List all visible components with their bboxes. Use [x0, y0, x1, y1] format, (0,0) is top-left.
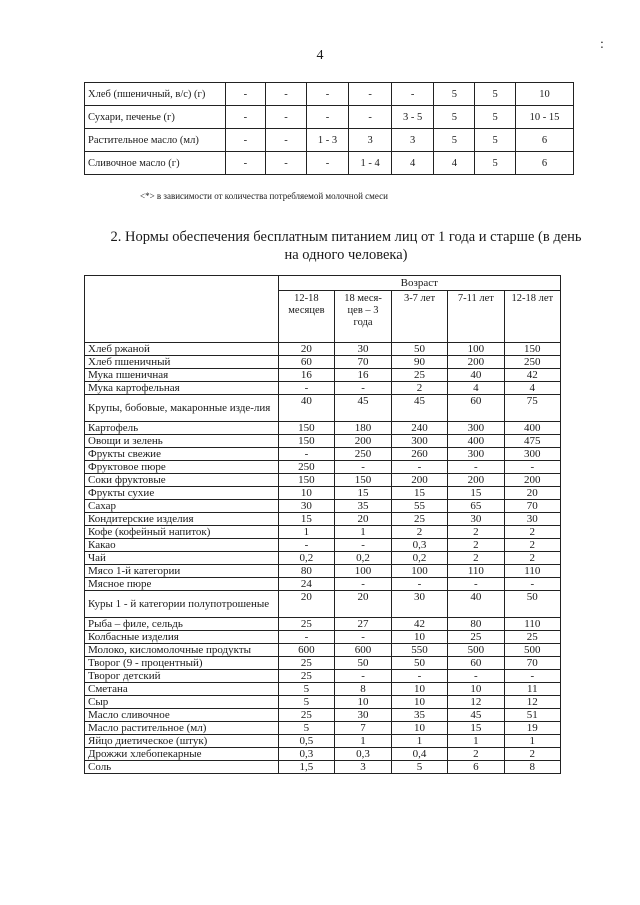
table-cell: 500 [448, 644, 504, 657]
table-cell: - [306, 152, 349, 175]
table-cell: 1 - 3 [306, 129, 349, 152]
table-cell: 24 [278, 578, 335, 591]
table-row [85, 618, 561, 631]
table-cell: 10 [391, 696, 447, 709]
table-cell: 15 [335, 487, 392, 500]
row-label: Фруктовое пюре [85, 461, 279, 474]
row-label: Кондитерские изделия [85, 513, 279, 526]
footnote: <*> в зависимости от количества потребляемой молочной смеси [140, 191, 388, 201]
table-cell: 70 [504, 657, 560, 670]
table-cell: 4 [391, 152, 434, 175]
table-cell: 10 [391, 722, 447, 735]
table-cell: 100 [335, 565, 392, 578]
table-cell: - [448, 461, 504, 474]
table-cell: 0,2 [391, 552, 447, 565]
table-cell: 27 [335, 618, 392, 631]
table-cell: 100 [391, 565, 447, 578]
table-cell: 150 [278, 435, 335, 448]
table-cell: - [335, 461, 392, 474]
table-cell: 30 [335, 343, 392, 356]
table-cell: 12 [504, 696, 560, 709]
table-cell: 25 [504, 631, 560, 644]
table-cell: 50 [391, 657, 447, 670]
table-row [85, 631, 561, 644]
table-cell: 55 [391, 500, 447, 513]
row-label: Овощи и зелень [85, 435, 279, 448]
age-column-header: 12-18 лет [504, 291, 560, 343]
table-cell: 16 [278, 369, 335, 382]
table-cell: - [448, 670, 504, 683]
table-row [85, 709, 561, 722]
table-cell: 0,3 [335, 748, 392, 761]
table-cell: - [391, 83, 434, 106]
table-cell: 40 [448, 369, 504, 382]
table-cell: 35 [335, 500, 392, 513]
table-cell: 5 [475, 129, 516, 152]
table-cell: 5 [391, 761, 447, 774]
table-cell: 2 [504, 748, 560, 761]
section-title: 2. Нормы обеспечения бесплатным питанием лиц от 1 года и старше (в день на одного человека) [110, 229, 582, 263]
row-label: Рыба – филе, сельдь [85, 618, 279, 631]
table-cell: - [335, 578, 392, 591]
age-column-header: 12-18 месяцев [278, 291, 335, 343]
table-cell: 11 [504, 683, 560, 696]
row-label: Фрукты сухие [85, 487, 279, 500]
table-row [85, 696, 561, 709]
table-cell: 200 [391, 474, 447, 487]
table-cell: 5 [434, 129, 475, 152]
table-cell: 60 [448, 657, 504, 670]
age-column-header: 3-7 лет [391, 291, 447, 343]
table-cell: - [504, 461, 560, 474]
table-cell: - [266, 129, 307, 152]
table-cell: 250 [504, 356, 560, 369]
table-cell: 42 [504, 369, 560, 382]
table-cell: 300 [448, 448, 504, 461]
table-cell: 35 [391, 709, 447, 722]
table-cell: 45 [391, 395, 447, 422]
row-label: Мясное пюре [85, 578, 279, 591]
table-cell: 500 [504, 644, 560, 657]
table-cell: 5 [475, 106, 516, 129]
table-cell: - [335, 539, 392, 552]
table-row [85, 552, 561, 565]
table-cell: 60 [448, 395, 504, 422]
table-cell: 25 [391, 369, 447, 382]
table-cell: 40 [448, 591, 504, 618]
table-cell: 10 [516, 83, 574, 106]
table-cell: 4 [504, 382, 560, 395]
table-row [85, 448, 561, 461]
table-cell: - [278, 382, 335, 395]
age-column-header: 7-11 лет [448, 291, 504, 343]
row-label: Картофель [85, 422, 279, 435]
table-row [85, 435, 561, 448]
table-cell: 4 [448, 382, 504, 395]
table-cell: 25 [278, 670, 335, 683]
table-cell: 10 [335, 696, 392, 709]
table-cell: 200 [335, 435, 392, 448]
table-cell: - [448, 578, 504, 591]
row-label: Колбасные изделия [85, 631, 279, 644]
table-row [85, 735, 561, 748]
table-cell: 200 [448, 356, 504, 369]
table-cell: 2 [448, 539, 504, 552]
table-cell: 150 [335, 474, 392, 487]
row-label: Молоко, кисломолочные продукты [85, 644, 279, 657]
table-cell: - [266, 83, 307, 106]
table-cell: 2 [448, 526, 504, 539]
table-cell: - [278, 448, 335, 461]
table-cell: 3 [335, 761, 392, 774]
table-cell: - [504, 578, 560, 591]
row-label: Крупы, бобовые, макаронные изде-лия [85, 395, 279, 422]
table-cell: 7 [335, 722, 392, 735]
table-cell: 42 [391, 618, 447, 631]
table-row [85, 748, 561, 761]
table-row [85, 422, 561, 435]
table-cell: 250 [278, 461, 335, 474]
table-header-row [85, 276, 561, 291]
table-cell: 150 [278, 422, 335, 435]
table-cell: 10 [448, 683, 504, 696]
row-label: Мука картофельная [85, 382, 279, 395]
row-label: Сухари, печенье (г) [85, 106, 226, 129]
table-cell: 0,3 [278, 748, 335, 761]
table-row [85, 106, 574, 129]
table-cell: 20 [278, 343, 335, 356]
table-cell: 400 [504, 422, 560, 435]
table-cell: - [278, 539, 335, 552]
table-cell: 0,2 [335, 552, 392, 565]
table-cell: 20 [278, 591, 335, 618]
table-cell: 10 - 15 [516, 106, 574, 129]
table-row [85, 722, 561, 735]
table-cell: 20 [504, 487, 560, 500]
table-row [85, 369, 561, 382]
table-cell: 30 [448, 513, 504, 526]
table-cell: 6 [516, 152, 574, 175]
table-cell: 110 [504, 565, 560, 578]
table-cell: - [391, 670, 447, 683]
table-cell: 20 [335, 591, 392, 618]
table-cell: - [349, 83, 392, 106]
row-label: Хлеб пшеничный [85, 356, 279, 369]
table-cell: 5 [434, 106, 475, 129]
table-cell: - [306, 83, 349, 106]
table-cell: 15 [448, 722, 504, 735]
table-infant-norms-continued [84, 82, 574, 175]
table-cell: 200 [448, 474, 504, 487]
table-cell: 50 [391, 343, 447, 356]
table-cell: 1 [448, 735, 504, 748]
row-label: Соки фруктовые [85, 474, 279, 487]
row-label: Сыр [85, 696, 279, 709]
age-header: Возраст [278, 276, 560, 291]
row-label: Масло сливочное [85, 709, 279, 722]
table-cell: 75 [504, 395, 560, 422]
table-cell: 1 [391, 735, 447, 748]
table-cell: 60 [278, 356, 335, 369]
table-cell: - [391, 461, 447, 474]
table-cell: 10 [391, 683, 447, 696]
table-cell: 25 [391, 513, 447, 526]
table-row [85, 657, 561, 670]
row-label: Творог (9 - процентный) [85, 657, 279, 670]
table-row [85, 644, 561, 657]
table-cell: 475 [504, 435, 560, 448]
table-row [85, 578, 561, 591]
table-cell: 30 [504, 513, 560, 526]
table-cell: 50 [504, 591, 560, 618]
table-cell: 10 [391, 631, 447, 644]
table-row [85, 152, 574, 175]
table-row [85, 83, 574, 106]
table-cell: 19 [504, 722, 560, 735]
table-cell: 260 [391, 448, 447, 461]
table-cell: 600 [335, 644, 392, 657]
table-cell: 2 [448, 748, 504, 761]
table-cell: 5 [278, 696, 335, 709]
table-cell: 5 [475, 152, 516, 175]
table-cell: 5 [434, 83, 475, 106]
row-label: Сметана [85, 683, 279, 696]
table-cell: 50 [335, 657, 392, 670]
table-cell: 1 [335, 735, 392, 748]
table-cell: 100 [448, 343, 504, 356]
row-label: Соль [85, 761, 279, 774]
row-label: Хлеб ржаной [85, 343, 279, 356]
table-cell: 51 [504, 709, 560, 722]
table-cell: 70 [335, 356, 392, 369]
table-cell: 3 [391, 129, 434, 152]
table-cell: 6 [448, 761, 504, 774]
row-label: Творог детский [85, 670, 279, 683]
table-cell: 600 [278, 644, 335, 657]
table-cell: 30 [278, 500, 335, 513]
table-row [85, 474, 561, 487]
table-cell: 0,4 [391, 748, 447, 761]
table-row [85, 513, 561, 526]
table-row [85, 461, 561, 474]
table-row [85, 487, 561, 500]
row-label: Фрукты свежие [85, 448, 279, 461]
table-cell: 30 [335, 709, 392, 722]
table-cell: - [225, 152, 266, 175]
table-free-food-norms [84, 275, 561, 774]
table-cell: 2 [448, 552, 504, 565]
table-cell: 240 [391, 422, 447, 435]
table-cell: 1,5 [278, 761, 335, 774]
table-cell: 90 [391, 356, 447, 369]
table-cell: 3 - 5 [391, 106, 434, 129]
row-label: Масло растительное (мл) [85, 722, 279, 735]
table-cell: 250 [335, 448, 392, 461]
table-cell: 15 [278, 513, 335, 526]
table-row [85, 500, 561, 513]
table-cell: 25 [278, 657, 335, 670]
table-cell: 110 [448, 565, 504, 578]
table-cell: 1 - 4 [349, 152, 392, 175]
table-cell: 150 [504, 343, 560, 356]
table-cell: 25 [448, 631, 504, 644]
table-cell: 1 [278, 526, 335, 539]
table-row [85, 539, 561, 552]
table-cell: 45 [448, 709, 504, 722]
row-label: Мука пшеничная [85, 369, 279, 382]
table-cell: 5 [278, 722, 335, 735]
table-cell: 300 [504, 448, 560, 461]
table-cell: 25 [278, 618, 335, 631]
table-cell: 16 [335, 369, 392, 382]
table-row [85, 591, 561, 618]
table-cell: 8 [504, 761, 560, 774]
table-cell: - [391, 578, 447, 591]
table-cell: 2 [504, 539, 560, 552]
table-cell: 300 [391, 435, 447, 448]
table-row [85, 761, 561, 774]
table-cell: - [335, 382, 392, 395]
row-label: Хлеб (пшеничный, в/с) (г) [85, 83, 226, 106]
table-cell: 12 [448, 696, 504, 709]
table-cell: 80 [448, 618, 504, 631]
table-cell: 1 [335, 526, 392, 539]
table-cell: 0,3 [391, 539, 447, 552]
row-label: Кофе (кофейный напиток) [85, 526, 279, 539]
table-cell: 30 [391, 591, 447, 618]
table-cell: 4 [434, 152, 475, 175]
row-label: Яйцо диетическое (штук) [85, 735, 279, 748]
table-cell: 400 [448, 435, 504, 448]
row-label: Сахар [85, 500, 279, 513]
table-cell: 3 [349, 129, 392, 152]
page-number: 4 [316, 48, 324, 63]
age-column-header: 18 меся-цев – 3 года [335, 291, 392, 343]
table-cell: 200 [504, 474, 560, 487]
row-label: Куры 1 - й категории полупотрошеные [85, 591, 279, 618]
table-cell: 1 [504, 735, 560, 748]
table-cell: - [335, 670, 392, 683]
table-cell: 8 [335, 683, 392, 696]
table-cell: - [504, 670, 560, 683]
table-cell: 15 [448, 487, 504, 500]
table-cell: - [349, 106, 392, 129]
table-cell: 65 [448, 500, 504, 513]
table-cell: - [225, 129, 266, 152]
table-cell: - [266, 152, 307, 175]
corner-marks: : [600, 37, 604, 52]
row-label: Какао [85, 539, 279, 552]
table-cell: 70 [504, 500, 560, 513]
row-label: Мясо 1-й категории [85, 565, 279, 578]
table-cell: 20 [335, 513, 392, 526]
table-cell: 5 [278, 683, 335, 696]
table-cell: 180 [335, 422, 392, 435]
table-cell: 110 [504, 618, 560, 631]
table-cell: 2 [504, 526, 560, 539]
row-label: Сливочное масло (г) [85, 152, 226, 175]
table-cell: 300 [448, 422, 504, 435]
table-cell: 2 [391, 382, 447, 395]
table-cell: - [278, 631, 335, 644]
table-row [85, 129, 574, 152]
table-cell: 80 [278, 565, 335, 578]
table-row [85, 395, 561, 422]
table-row [85, 683, 561, 696]
table-row [85, 356, 561, 369]
table-cell: - [225, 83, 266, 106]
table-cell: 0,2 [278, 552, 335, 565]
table-cell: 25 [278, 709, 335, 722]
table-cell: 150 [278, 474, 335, 487]
table-cell: 5 [475, 83, 516, 106]
table-row [85, 343, 561, 356]
table-row [85, 565, 561, 578]
header-empty-cell [85, 276, 279, 343]
table-cell: - [306, 106, 349, 129]
table-cell: - [335, 631, 392, 644]
table-cell: 2 [504, 552, 560, 565]
row-label: Дрожжи хлебопекарные [85, 748, 279, 761]
table-cell: - [225, 106, 266, 129]
table-row [85, 670, 561, 683]
table-cell: 10 [278, 487, 335, 500]
table-row [85, 526, 561, 539]
table-cell: 550 [391, 644, 447, 657]
table-cell: 40 [278, 395, 335, 422]
table-cell: 15 [391, 487, 447, 500]
table-cell: - [266, 106, 307, 129]
table-cell: 45 [335, 395, 392, 422]
table-cell: 0,5 [278, 735, 335, 748]
row-label: Чай [85, 552, 279, 565]
table-cell: 2 [391, 526, 447, 539]
table-cell: 6 [516, 129, 574, 152]
row-label: Растительное масло (мл) [85, 129, 226, 152]
table-row [85, 382, 561, 395]
